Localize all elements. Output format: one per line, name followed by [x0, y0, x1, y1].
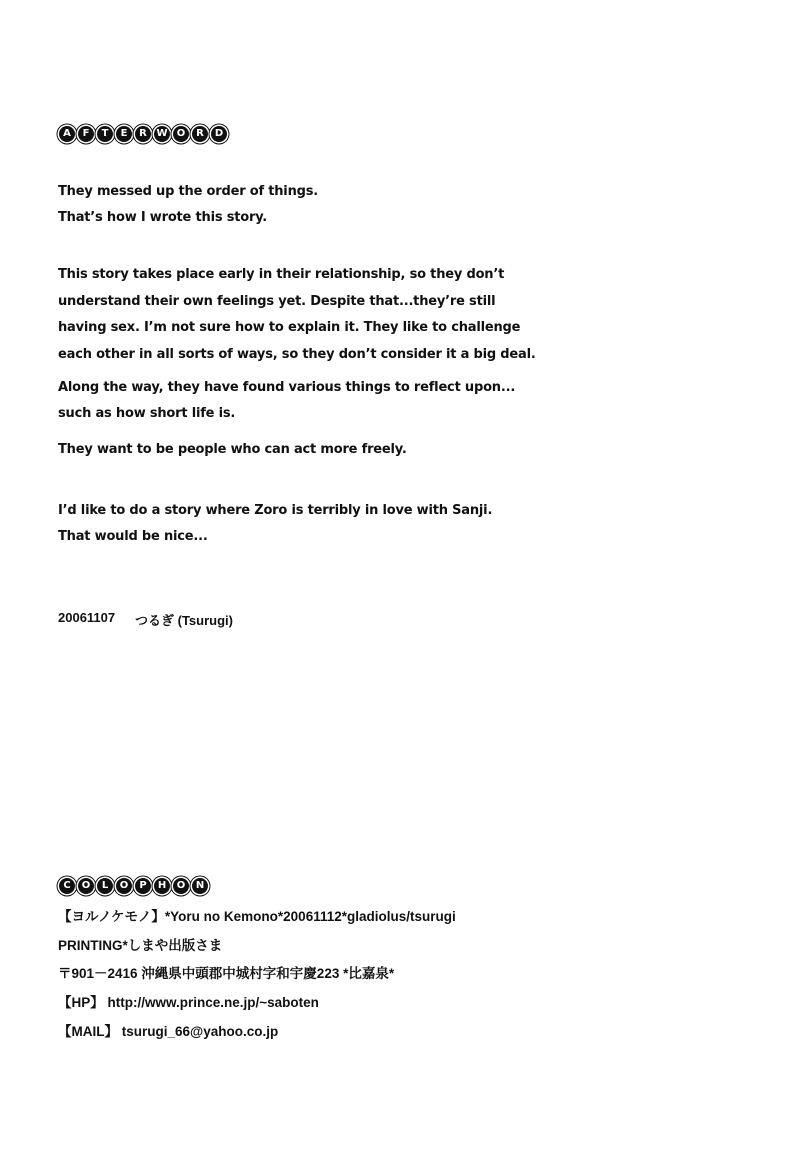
heading-letter: E: [116, 126, 132, 142]
heading-letter: N: [192, 878, 208, 894]
hp-url-link[interactable]: http://www.prince.ne.jp/~saboten: [107, 995, 319, 1010]
heading-letter: A: [59, 126, 75, 142]
colophon-address-line: 〒901－2416 沖縄県中頭郡中城村字和宇慶223 *比嘉泉*: [58, 966, 395, 981]
hp-label: 【HP】: [58, 995, 104, 1010]
heading-letter: W: [154, 126, 170, 142]
heading-letter: T: [97, 126, 113, 142]
colophon-hp-line: [58, 991, 319, 1011]
heading-letter: P: [135, 878, 151, 894]
heading-letter: D: [211, 126, 227, 142]
heading-letter: O: [78, 878, 94, 894]
afterword-line: I’d like to do a story where Zoro is terribly in love with Sanji.: [58, 503, 493, 518]
heading-letter: H: [154, 878, 170, 894]
afterword-line: This story takes place early in their relationship, so they don’t: [58, 267, 505, 282]
afterword-line: each other in all sorts of ways, so they don’t consider it a big deal.: [58, 347, 536, 362]
afterword-line: such as how short life is.: [58, 406, 236, 421]
heading-letter: O: [116, 878, 132, 894]
afterword-line: They want to be people who can act more freely.: [58, 442, 407, 457]
afterword-heading: [58, 124, 228, 144]
heading-letter: C: [59, 878, 75, 894]
mail-address-link[interactable]: tsurugi_66@yahoo.co.jp: [121, 1024, 279, 1039]
heading-letter: F: [78, 126, 94, 142]
colophon-title-line: 【ヨルノケモノ】*Yoru no Kemono*20061112*gladiolus/tsurugi: [58, 909, 456, 924]
heading-letter: O: [173, 126, 189, 142]
heading-letter: L: [97, 878, 113, 894]
afterword-line: That’s how I wrote this story.: [58, 210, 268, 225]
afterword-line: That would be nice...: [58, 529, 208, 544]
afterword-line: having sex. I’m not sure how to explain it. They like to challenge: [58, 320, 521, 335]
afterword-line: understand their own feelings yet. Despite that...they’re still: [58, 294, 496, 309]
mail-label: 【MAIL】: [58, 1024, 118, 1039]
heading-letter: R: [192, 126, 208, 142]
colophon-mail-line: [58, 1020, 278, 1040]
colophon-heading: [58, 876, 209, 896]
colophon-printing-line: PRINTING*しまや出版さま: [58, 938, 223, 953]
afterword-author: つるぎ (Tsurugi): [135, 613, 233, 628]
afterword-date: 20061107: [58, 610, 116, 625]
heading-letter: R: [135, 126, 151, 142]
afterword-line: Along the way, they have found various things to reflect upon...: [58, 380, 516, 395]
afterword-line: They messed up the order of things.: [58, 184, 319, 199]
heading-letter: O: [173, 878, 189, 894]
